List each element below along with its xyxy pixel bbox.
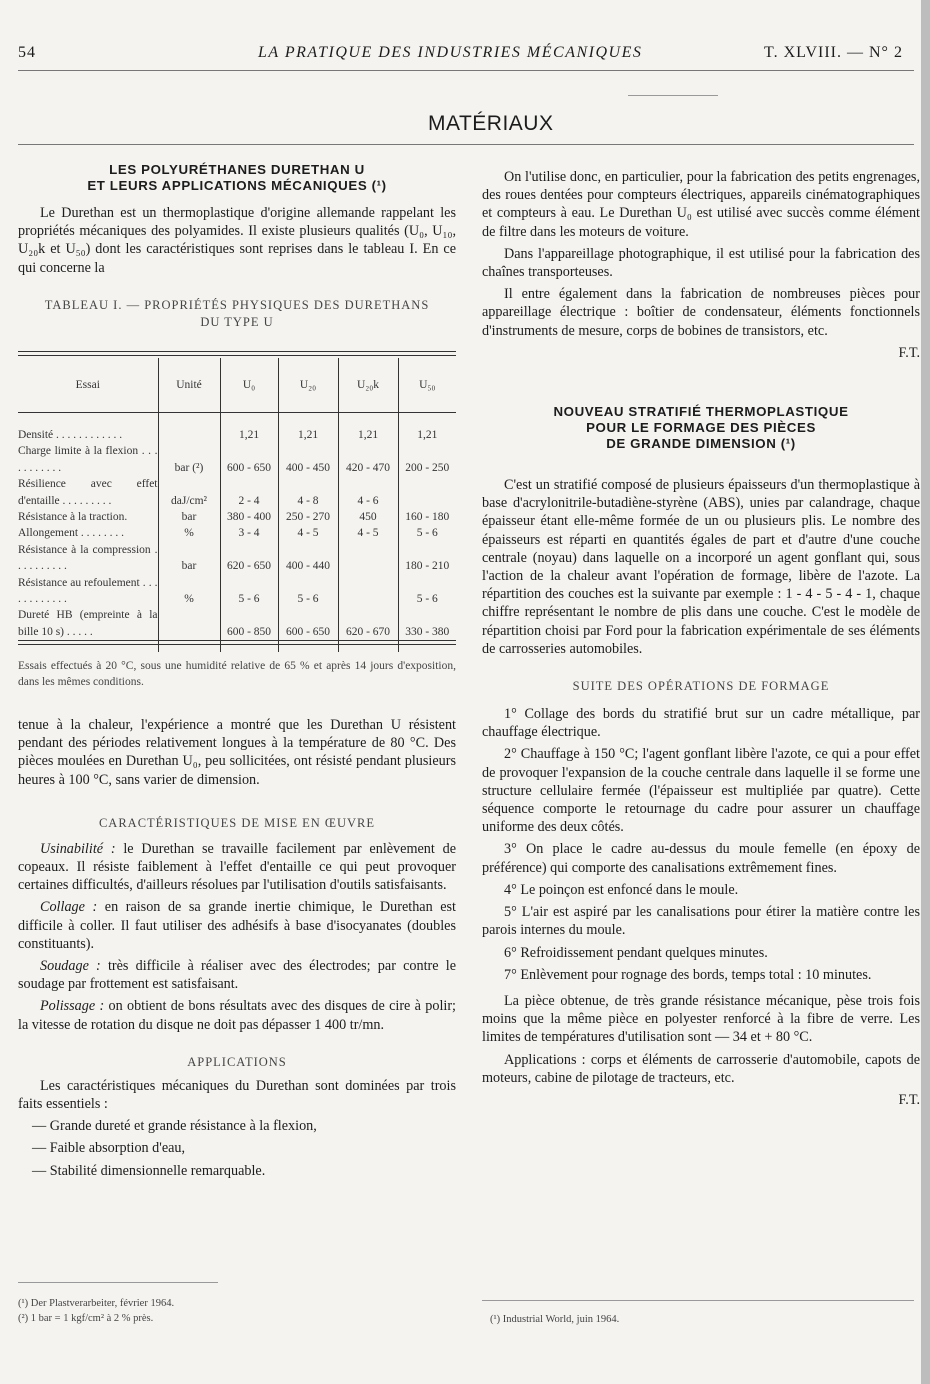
table-row	[18, 476, 456, 509]
row-unit: bar	[158, 509, 220, 525]
article1-right-para-1: On l'utilise donc, en particulier, pour la fabrication des petits engrenages, des roues dentées pour compteurs électriques, appareils cinématographiques et compteurs à eau. Le Durethan U₀ est utilisé avec succès comme élément de filtre dans les moteurs de voiture.	[482, 169, 920, 240]
right-column	[482, 168, 920, 1109]
row-u50: 180 - 210	[405, 560, 450, 573]
section-rule	[18, 144, 914, 145]
article2-para-2: La pièce obtenue, de très grande résistance mécanique, pèse trois fois moins que la même pièce en polyester renforcé à la fibre de verre. Les limites de températures d'utilisation sont — 34 et + 80 °C.	[482, 992, 920, 1046]
collage-paragraph	[18, 898, 456, 953]
row-label: Résistance au refoulement . . . . . . . . . . . .	[18, 575, 158, 608]
row-label: Résistance à la compression . . . . . . . . . .	[18, 542, 158, 575]
row-u20k	[338, 542, 398, 575]
subheading-mise-en-oeuvre: CARACTÉRISTIQUES DE MISE EN ŒUVRE	[98, 815, 376, 830]
table-header-u20k: U₂₀k	[338, 358, 398, 413]
row-u50: 5 - 6	[416, 593, 438, 606]
row-u0: 600 - 850	[220, 607, 278, 652]
row-u0: 1,21	[220, 413, 278, 444]
article1-title-line2: ET LEURS APPLICATIONS MÉCANIQUES (¹)	[87, 178, 387, 193]
table-caption-line1: TABLEAU I. — PROPRIÉTÉS PHYSIQUES DES DURETHANS	[44, 297, 430, 312]
article1-right-para-2: Dans l'appareillage photographique, il est utilisé pour la fabrication des chaînes transporteuses.	[482, 245, 920, 281]
article2-title-line1: NOUVEAU STRATIFIÉ THERMOPLASTIQUE	[553, 404, 849, 420]
polissage-label: Polissage :	[40, 998, 105, 1015]
table-header-u20: U₂₀	[278, 358, 338, 413]
usinabilite-paragraph	[18, 840, 456, 895]
header-mark	[628, 95, 718, 96]
list-item: — Grande dureté et grande résistance à la flexion,	[32, 1118, 317, 1135]
article2-signature: F.T.	[898, 1091, 920, 1108]
left-column-top	[18, 162, 456, 331]
row-u20: 4 - 5	[278, 525, 338, 541]
article2-title-line3: DE GRANDE DIMENSION (¹)	[606, 436, 796, 452]
row-u0: 2 - 4	[220, 476, 278, 509]
table-header-u0: U₀	[220, 358, 278, 413]
row-unit	[158, 607, 220, 652]
applications-intro: Les caractéristiques mécaniques du Durethan sont dominées par trois faits essentiels :	[18, 1077, 456, 1113]
row-unit: daJ/cm²	[158, 476, 220, 509]
row-u20k	[338, 575, 398, 608]
article2-title-line2: POUR LE FORMAGE DES PIÈCES	[586, 420, 816, 436]
row-u20: 1,21	[278, 413, 338, 444]
row-u20: 4 - 8	[278, 476, 338, 509]
issue-number: T. XLVIII. — N° 2	[764, 44, 903, 61]
row-u20k: 1,21	[338, 413, 398, 444]
row-label: Densité . . . . . . . . . . . .	[18, 413, 158, 444]
row-u20k: 620 - 670	[338, 607, 398, 652]
soudage-text: très difficile à réaliser avec des électrodes; par contre le soudage par frottement est satisfaisant.	[18, 958, 456, 993]
table-caption	[18, 297, 456, 331]
right-footnote: (¹) Industrial World, juin 1964.	[490, 1314, 620, 1325]
usinabilite-label: Usinabilité :	[40, 840, 116, 857]
row-label: Résistance à la traction.	[18, 509, 158, 525]
table-row	[18, 509, 456, 525]
row-label: Dureté HB (empreinte à la bille 10 s) . . . . .	[18, 607, 158, 652]
list-item: — Faible absorption d'eau,	[32, 1140, 186, 1157]
article1-right-para-3: Il entre également dans la fabrication de nombreuses pièces pour appareillage électrique : boîtier de condensateur, éléments fonctionnels d'instruments de mesure, corps de bobines de transistors, etc.	[482, 286, 920, 339]
table-row	[18, 525, 456, 541]
soudage-paragraph	[18, 957, 456, 993]
row-unit	[158, 413, 220, 444]
article2-title	[482, 404, 920, 452]
table-header-essai: Essai	[18, 358, 158, 413]
journal-title: LA PRATIQUE DES INDUSTRIES MÉCANIQUES	[258, 44, 643, 61]
row-u20: 400 - 450	[278, 443, 338, 476]
row-u50: 200 - 250	[405, 461, 450, 474]
collage-text: en raison de sa grande inertie chimique, le Durethan est difficile à coller. Il faut utiliser des adhésifs à base d'isocyanates (doubles constituants).	[18, 899, 456, 952]
table-row	[18, 413, 456, 444]
row-u20k: 450	[338, 509, 398, 525]
formage-step: 5° L'air est aspiré par les canalisations pour étirer la matière contre les parois internes du moule.	[482, 904, 920, 939]
table-header-row	[18, 358, 456, 413]
row-u0: 380 - 400	[220, 509, 278, 525]
table-row	[18, 542, 456, 575]
row-u20: 5 - 6	[278, 575, 338, 608]
row-u50	[398, 476, 456, 509]
collage-label: Collage :	[40, 899, 98, 916]
formage-step: 4° Le poinçon est enfoncé dans le moule.	[504, 881, 739, 898]
polissage-paragraph	[18, 997, 456, 1033]
table-row	[18, 575, 456, 608]
formage-step: 2° Chauffage à 150 °C; l'agent gonflant libère l'azote, ce qui a pour effet de provoquer l'expansion de la couche centrale dans laquelle il se forme une structure cellulaire fermée (l'épaisseur est multipliée par quatre). Cette séquence comporte le retournage du cadre pour assurer un chauffage uniforme des deux côtés.	[482, 746, 920, 836]
table-bottom-rule	[18, 640, 456, 645]
right-footnote-rule	[482, 1300, 914, 1301]
row-u20: 250 - 270	[278, 509, 338, 525]
article2-para-1: C'est un stratifié composé de plusieurs épaisseurs d'un thermoplastique à base d'acrylonitrile-butadiène-styrène (ABS), unies par calandrage, chaque épaisseur étant elle-même formée de un ou plusieurs plis. Le nombre des épaisseurs est réparti en quantités égales de part et d'autre d'une couche centrale (noyau) dans laquelle on a incorporé un agent gonflant qui, sous l'action de la chaleur avant l'opération de formage, libère de l'azote. La répartition des couches est la suivante par exemple : 1 - 4 - 5 - 4 - 1, chaque chiffre représentant le nombre de plis dans une couche. C'est le modèle de répartition choisi par Ford pour la fabrication expérimentale de ses éléments de carrosseries automobiles.	[482, 477, 920, 657]
article2-para-3: Applications : corps et éléments de carrosserie d'automobile, capots de moteurs, cabine de pilotage de tracteurs, etc.	[482, 1051, 920, 1086]
formage-step: 3° On place le cadre au-dessus du moule femelle (en époxy de préférence) qui comporte des canalisations extrêmement fines.	[482, 841, 920, 876]
page-edge-shadow	[921, 0, 930, 1384]
article1-title-line1: LES POLYURÉTHANES DURETHAN U	[109, 162, 365, 177]
left-footnote-rule	[18, 1282, 218, 1283]
applications-list	[32, 1117, 456, 1180]
article1-intro: Le Durethan est un thermoplastique d'origine allemande rappelant les propriétés mécaniques des polyamides. Il existe plusieurs qualités (U₀, U₁₀, U₂₀k et U₅₀) dont les caractéristiques sont reprises dans le tableau I. En ce qui concerne la	[18, 205, 456, 276]
soudage-label: Soudage :	[40, 958, 101, 975]
row-unit: bar	[158, 542, 220, 575]
row-u0: 620 - 650	[220, 542, 278, 575]
subheading-applications: APPLICATIONS	[187, 1054, 287, 1069]
row-u20: 600 - 650	[278, 607, 338, 652]
table-row	[18, 607, 456, 652]
subheading-formage: SUITE DES OPÉRATIONS DE FORMAGE	[572, 679, 830, 694]
row-u50: 5 - 6	[416, 527, 438, 540]
row-label: Résilience avec effet d'entaille . . . . . . . . .	[18, 476, 158, 509]
row-u20: 400 - 440	[278, 542, 338, 575]
table-row	[18, 443, 456, 476]
row-u0: 600 - 650	[220, 443, 278, 476]
left-column-bottom	[18, 716, 456, 1184]
row-unit: %	[158, 575, 220, 608]
list-item: — Stabilité dimensionnelle remarquable.	[32, 1162, 266, 1179]
row-u0: 5 - 6	[220, 575, 278, 608]
row-u50: 1,21	[417, 429, 438, 441]
formage-step: 7° Enlèvement pour rognage des bords, temps total : 10 minutes.	[504, 966, 872, 983]
article1-title	[18, 162, 456, 194]
formage-step: 6° Refroidissement pendant quelques minutes.	[504, 944, 768, 961]
footnote-2: (²) 1 bar = 1 kgf/cm² à 2 % près.	[18, 1313, 154, 1324]
row-label: Allongement . . . . . . . .	[18, 525, 158, 541]
row-u50: 330 - 380	[405, 625, 450, 638]
formage-step: 1° Collage des bords du stratifié brut sur un cadre métallique, par chauffage électrique.	[482, 706, 920, 741]
row-u0: 3 - 4	[220, 525, 278, 541]
row-unit: bar (²)	[158, 443, 220, 476]
row-u20k: 4 - 5	[338, 525, 398, 541]
table-top-rule	[18, 351, 456, 356]
table-caption-line2: DU TYPE U	[200, 314, 274, 329]
polissage-text: on obtient de bons résultats avec des disques de cire à polir; la vitesse de rotation du disque ne doit pas dépasser 1 400 tr/mn.	[18, 998, 456, 1033]
row-u20k: 4 - 6	[338, 476, 398, 509]
usinabilite-text: le Durethan se travaille facilement par enlèvement de copeaux. Il résiste faiblement à l'effet d'entaille ce qui peut provoquer certaines difficultés, d'ailleurs résolues par l'utilisation d'outils satisfaisants.	[18, 840, 456, 894]
row-unit: %	[158, 525, 220, 541]
row-label: Charge limite à la flexion . . . . . . . . . . .	[18, 443, 158, 476]
table-note: Essais effectués à 20 °C, sous une humidité relative de 65 % et après 14 jours d'exposition, dans les mêmes conditions.	[18, 660, 456, 688]
header-rule	[18, 70, 914, 71]
table-header-u50: U₅₀	[398, 358, 456, 413]
footnote-1: (¹) Der Plastverarbeiter, février 1964.	[18, 1298, 175, 1309]
row-u50: 160 - 180	[405, 511, 450, 524]
section-title: MATÉRIAUX	[428, 112, 554, 135]
article1-para-continued: tenue à la chaleur, l'expérience a montré que les Durethan U résistent pendant des périodes relativement longues à la température de 80 °C. Des pièces moulées en Durethan U₀, peu sollicitées, ont résisté pendant plusieurs heures à 100 °C, sans varier de dimension.	[18, 717, 456, 788]
table-header-unite: Unité	[158, 358, 220, 413]
left-footnotes	[18, 1296, 456, 1326]
properties-table	[18, 358, 456, 652]
row-u20k: 420 - 470	[338, 443, 398, 476]
page-number: 54	[18, 44, 36, 61]
article1-signature: F.T.	[898, 344, 920, 361]
